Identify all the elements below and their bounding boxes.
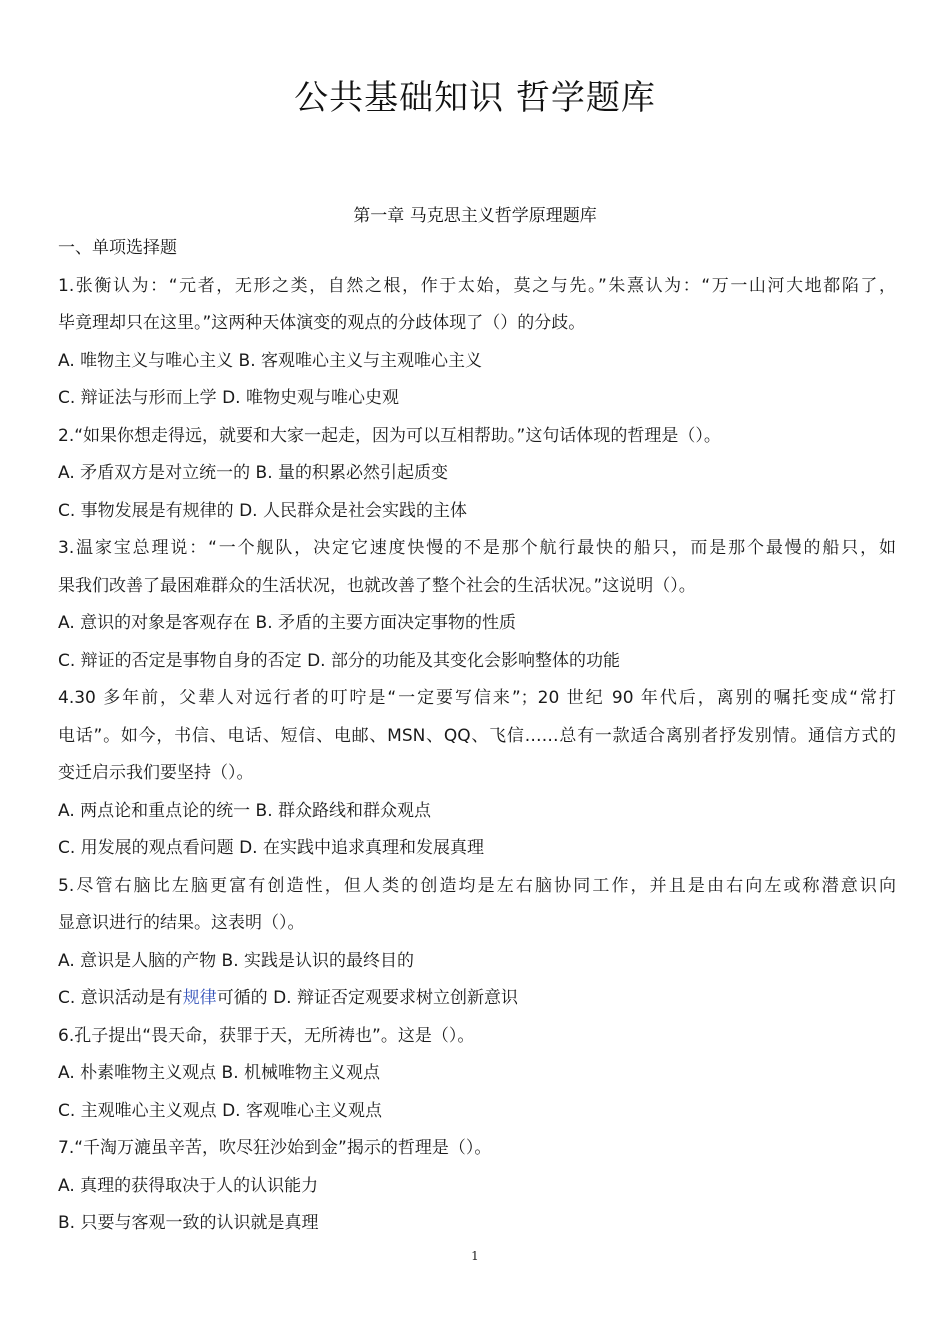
question-options-line: C. 辩证法与形而上学 D. 唯物史观与唯心史观 bbox=[58, 388, 399, 408]
page-number: 1 bbox=[471, 1249, 479, 1263]
question-stem-line: 5.尽管右脑比左脑更富有创造性，但人类的创造均是左右脑协同工作，并且是由右向左或称潜意识向 bbox=[58, 875, 896, 896]
question-7 bbox=[58, 1130, 896, 1243]
question-options-line: B. 只要与客观一致的认识就是真理 bbox=[58, 1213, 319, 1233]
question-stem-line: 电话”。如今，书信、电话、短信、电邮、MSN、QQ、飞信……总有一款适合离别者抒发别情。通信方式的 bbox=[58, 725, 896, 746]
question-options-line: C. 主观唯心主义观点 D. 客观唯心主义观点 bbox=[58, 1100, 382, 1121]
question-options-line: A. 朴素唯物主义观点 B. 机械唯物主义观点 bbox=[58, 1063, 381, 1083]
question-stem-line: 6.孔子提出“畏天命，获罪于天，无所祷也”。这是（）。 bbox=[58, 1025, 475, 1046]
chapter-heading: 第一章 马克思主义哲学原理题库 bbox=[353, 206, 597, 226]
question-options-line: A. 矛盾双方是对立统一的 B. 量的积累必然引起质变 bbox=[58, 463, 449, 483]
question-6 bbox=[58, 1018, 896, 1131]
question-options-line: C. 辩证的否定是事物自身的否定 D. 部分的功能及其变化会影响整体的功能 bbox=[58, 650, 620, 671]
question-stem-line: 3.温家宝总理说：“一个舰队，决定它速度快慢的不是那个航行最快的船只，而是那个最慢的船只，如 bbox=[58, 538, 896, 558]
section-heading: 一、单项选择题 bbox=[58, 238, 177, 258]
question-stem-line: 4.30 多年前，父辈人对远行者的叮咛是“一定要写信来”；20 世纪 90 年代后，离别的嘱托变成“常打 bbox=[58, 688, 896, 708]
question-stem-line: 果我们改善了最困难群众的生活状况，也就改善了整个社会的生活状况。”这说明（）。 bbox=[58, 575, 696, 596]
question-stem-line: 2.“如果你想走得远，就要和大家一起走，因为可以互相帮助。”这句话体现的哲理是（）。 bbox=[58, 425, 721, 446]
document-title: 公共基础知识 哲学题库 bbox=[294, 78, 656, 118]
question-4 bbox=[58, 680, 896, 868]
question-5 bbox=[58, 868, 896, 1018]
question-stem-line: 变迁启示我们要坚持（）。 bbox=[58, 763, 254, 783]
question-options-line: A. 唯物主义与唯心主义 B. 客观唯心主义与主观唯心主义 bbox=[58, 350, 483, 371]
question-options-line bbox=[58, 980, 896, 1018]
option-text: C. 意识活动是有 bbox=[58, 988, 183, 1008]
question-options-line: A. 两点论和重点论的统一 B. 群众路线和群众观点 bbox=[58, 800, 432, 821]
question-options-line: C. 用发展的观点看问题 D. 在实践中追求真理和发展真理 bbox=[58, 838, 484, 858]
question-2 bbox=[58, 418, 896, 531]
option-text: 可循的 D. 辩证否定观要求树立创新意识 bbox=[216, 988, 518, 1008]
question-1 bbox=[58, 268, 896, 418]
document-body bbox=[58, 230, 896, 1243]
question-options-line: A. 意识的对象是客观存在 B. 矛盾的主要方面决定事物的性质 bbox=[58, 613, 517, 633]
question-options-line: A. 意识是人脑的产物 B. 实践是认识的最终目的 bbox=[58, 950, 415, 971]
question-options-line: A. 真理的获得取决于人的认识能力 bbox=[58, 1175, 319, 1196]
question-3 bbox=[58, 530, 896, 680]
keyword-link[interactable]: 规律 bbox=[182, 988, 217, 1008]
question-stem-line: 显意识进行的结果。这表明（）。 bbox=[58, 913, 305, 933]
question-stem-line: 7.“千淘万漉虽辛苦，吹尽狂沙始到金”揭示的哲理是（）。 bbox=[58, 1138, 492, 1158]
question-options-line: C. 事物发展是有规律的 D. 人民群众是社会实践的主体 bbox=[58, 500, 467, 521]
question-stem-line: 毕竟理却只在这里。”这两种天体演变的观点的分歧体现了（）的分歧。 bbox=[58, 313, 586, 333]
question-stem-line: 1.张衡认为：“元者，无形之类，自然之根，作于太始，莫之与先。”朱熹认为：“万一山河大地都陷了， bbox=[58, 275, 896, 296]
